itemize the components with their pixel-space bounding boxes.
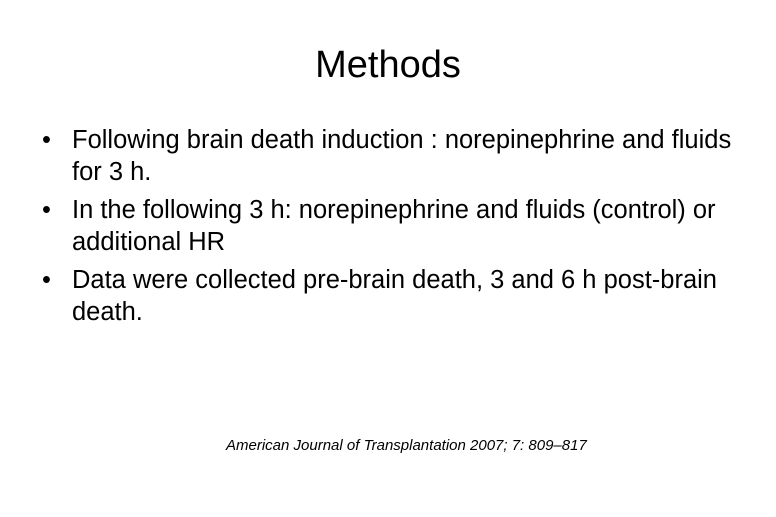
bullet-text: Data were collected pre-brain death, 3 and 6 h post-brain death. (72, 266, 717, 326)
bullet-item (42, 264, 742, 328)
bullet-list (42, 124, 742, 334)
citation: American Journal of Transplantation 2007; 7: 809–817 (226, 437, 587, 454)
bullet-text: In the following 3 h: norepinephrine and fluids (control) or additional HR (72, 196, 716, 256)
bullet-item (42, 124, 742, 188)
bullet-marker: • (42, 126, 51, 154)
bullet-text: Following brain death induction : norepinephrine and fluids for 3 h. (72, 126, 732, 186)
bullet-marker: • (42, 266, 51, 294)
bullet-marker: • (42, 196, 51, 224)
slide-title: Methods (315, 44, 461, 86)
bullet-item (42, 194, 742, 258)
